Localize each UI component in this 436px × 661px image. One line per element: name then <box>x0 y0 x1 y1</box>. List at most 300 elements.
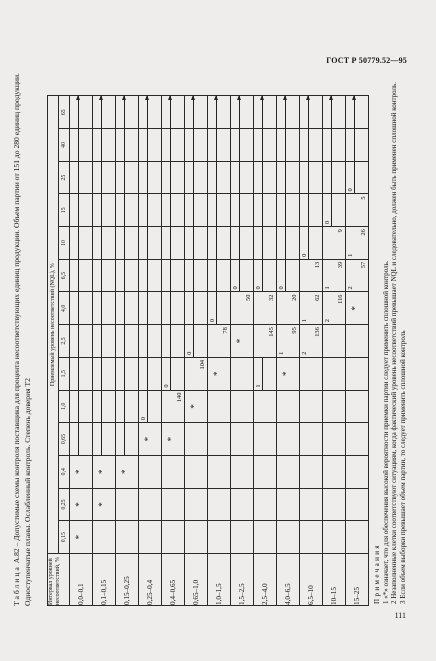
sample-size: 39 <box>337 261 344 269</box>
column-header: 40 <box>59 129 70 162</box>
acceptance-number: 0 <box>186 351 193 355</box>
acceptance-number: 0 <box>255 286 262 290</box>
table-cell <box>346 292 369 325</box>
table-cell <box>208 325 231 358</box>
table-cell <box>346 357 369 390</box>
table-cell <box>208 129 231 162</box>
arrow-mark <box>147 260 148 292</box>
arrow-mark <box>216 129 217 161</box>
full-inspection-mark: * <box>235 338 245 344</box>
row-header: Интервал уровней несоответствий, % <box>48 554 70 606</box>
table-cell <box>93 129 116 162</box>
table-row <box>254 96 277 606</box>
table-cell <box>254 96 277 129</box>
arrow-mark <box>331 129 332 161</box>
arrow-mark <box>101 129 102 161</box>
table-cell <box>208 292 231 325</box>
table-cell <box>277 423 300 456</box>
table-cell <box>346 129 369 162</box>
table-cell <box>116 390 139 423</box>
table-cell <box>139 129 162 162</box>
sample-size: 145 <box>268 327 275 337</box>
table-cell <box>254 292 277 325</box>
table-cell <box>93 259 116 292</box>
table-cell <box>254 423 277 456</box>
arrow-mark <box>147 162 148 194</box>
table-cell <box>208 521 231 554</box>
table-cell <box>93 292 116 325</box>
table-cell <box>277 488 300 521</box>
arrow-mark <box>78 96 79 128</box>
table-cell <box>323 292 346 325</box>
arrow-mark <box>193 129 194 161</box>
acceptance-table <box>47 95 369 606</box>
arrow-mark <box>78 391 79 423</box>
table-cell <box>70 521 93 554</box>
full-inspection-mark: * <box>189 404 199 409</box>
full-inspection-mark: * <box>74 534 84 540</box>
table-cell <box>185 357 208 390</box>
table-row <box>162 96 185 606</box>
table-cell <box>277 357 300 390</box>
table-cell <box>323 194 346 227</box>
arrow-mark <box>124 227 125 259</box>
table-cell <box>231 390 254 423</box>
column-header: 0,4 <box>59 455 70 488</box>
table-cell <box>323 488 346 521</box>
table-cell <box>139 325 162 358</box>
page-header: ГОСТ Р 50779.52—95 <box>326 56 407 65</box>
sample-size: 62 <box>314 294 321 301</box>
arrow-mark <box>101 293 102 325</box>
table-cell <box>346 259 369 292</box>
table-cell <box>254 455 277 488</box>
acceptance-number: 0 <box>232 286 239 290</box>
arrow-mark <box>331 96 332 128</box>
table-cell <box>162 194 185 227</box>
table-cell <box>300 455 323 488</box>
table-cell <box>93 325 116 358</box>
arrow-mark <box>331 162 332 194</box>
full-inspection-mark: * <box>97 469 107 475</box>
arrow-mark <box>78 358 79 390</box>
table-cell <box>277 96 300 129</box>
table-cell <box>116 455 139 488</box>
acceptance-number: 0 <box>278 286 285 290</box>
table-cell <box>231 227 254 260</box>
arrow-mark <box>78 293 79 325</box>
column-header: 65 <box>59 96 70 129</box>
table-cell <box>277 390 300 423</box>
sample-size: 116 <box>337 294 344 304</box>
acceptance-number: 1 <box>255 384 262 388</box>
table-cell <box>208 259 231 292</box>
arrow-mark <box>124 194 125 226</box>
table-cell <box>116 521 139 554</box>
acceptance-number: 2 <box>324 318 331 323</box>
arrow-mark <box>354 162 355 194</box>
acceptance-number: 0 <box>301 253 308 257</box>
arrow-mark <box>285 162 286 194</box>
arrow-mark <box>124 260 125 292</box>
table-cell <box>346 96 369 129</box>
table-cell <box>323 325 346 358</box>
arrow-mark <box>354 96 355 128</box>
table-row <box>185 96 208 606</box>
column-header: 2,5 <box>59 325 70 358</box>
acceptance-number: 1 <box>347 253 354 257</box>
arrow-mark <box>239 260 240 292</box>
table-cell <box>70 423 93 456</box>
arrow-mark <box>101 162 102 194</box>
arrow-mark <box>216 96 217 128</box>
column-header: 6,5 <box>59 259 70 292</box>
table-cell <box>116 292 139 325</box>
arrow-mark <box>285 194 286 226</box>
row-label: 0,15–0,25 <box>116 554 139 606</box>
row-label: 0,4–0,65 <box>162 554 185 606</box>
arrow-mark <box>308 96 309 128</box>
table-cell <box>139 390 162 423</box>
table-cell <box>185 488 208 521</box>
table-cell <box>346 227 369 260</box>
table-cell <box>116 259 139 292</box>
table-cell <box>116 357 139 390</box>
table-cell <box>139 96 162 129</box>
arrow-mark <box>262 358 263 390</box>
table-cell <box>346 521 369 554</box>
table-cell <box>208 227 231 260</box>
note-3: 3 Если объем выборки превышает объем партии, то следует применить сплошной контроль <box>398 330 407 604</box>
table-cell <box>116 194 139 227</box>
table-row <box>300 96 323 606</box>
table-row <box>70 96 93 606</box>
table-cell <box>93 390 116 423</box>
row-label: 0,25–0,4 <box>139 554 162 606</box>
table-cell <box>185 96 208 129</box>
arrow-mark <box>216 260 217 292</box>
note-1: 1 «*» означает, что для обеспечения высокой вероятности приемки партии следует применить сплошной контроль. <box>381 260 390 604</box>
arrow-mark <box>147 293 148 325</box>
table-cell <box>116 423 139 456</box>
full-inspection-mark: * <box>74 502 84 507</box>
table-cell <box>185 521 208 554</box>
arrow-mark <box>239 162 240 194</box>
arrow-mark <box>101 325 102 357</box>
table-cell <box>208 194 231 227</box>
table-cell <box>139 455 162 488</box>
table-cell <box>162 521 185 554</box>
table-cell <box>93 488 116 521</box>
table-cell <box>185 390 208 423</box>
table-cell <box>139 194 162 227</box>
table-cell <box>254 325 277 358</box>
table-cell <box>93 357 116 390</box>
table-cell <box>254 488 277 521</box>
table-cell <box>277 227 300 260</box>
table-cell <box>300 259 323 292</box>
arrow-mark <box>308 194 309 226</box>
arrow-mark <box>170 129 171 161</box>
table-cell <box>70 292 93 325</box>
acceptance-number: 0 <box>163 384 170 388</box>
arrow-mark <box>193 162 194 194</box>
table-cell <box>323 423 346 456</box>
arrow-mark <box>78 162 79 194</box>
arrow-mark <box>170 194 171 226</box>
table-cell <box>185 129 208 162</box>
table-cell <box>139 292 162 325</box>
table-row <box>139 96 162 606</box>
row-label: 15–25 <box>346 554 369 606</box>
table-cell <box>277 325 300 358</box>
table-cell <box>208 455 231 488</box>
notes <box>373 72 407 604</box>
arrow-mark <box>239 227 240 259</box>
table-cell <box>254 259 277 292</box>
table-cell <box>116 161 139 194</box>
arrow-mark <box>124 96 125 128</box>
table-caption <box>12 72 47 606</box>
arrow-mark <box>216 293 217 325</box>
table-cell <box>162 455 185 488</box>
table-cell <box>300 357 323 390</box>
acceptance-number: 0 <box>324 220 331 225</box>
arrow-mark <box>124 391 125 423</box>
arrow-mark <box>193 96 194 128</box>
full-inspection-mark: * <box>120 469 130 475</box>
table-cell <box>346 455 369 488</box>
full-inspection-mark: * <box>350 306 360 311</box>
arrow-mark <box>78 129 79 161</box>
full-inspection-mark: * <box>281 371 291 376</box>
table-cell <box>139 259 162 292</box>
arrow-mark <box>285 129 286 161</box>
row-label: 1,0–1,5 <box>208 554 231 606</box>
acceptance-number: 2 <box>301 351 308 355</box>
arrow-mark <box>147 96 148 128</box>
table-cell <box>116 488 139 521</box>
full-inspection-mark: * <box>212 371 222 376</box>
arrow-mark <box>308 162 309 194</box>
table-row <box>323 96 346 606</box>
arrow-mark <box>285 227 286 259</box>
table-cell <box>277 455 300 488</box>
table-cell <box>231 161 254 194</box>
table-cell <box>231 455 254 488</box>
table-cell <box>70 357 93 390</box>
arrow-mark <box>101 96 102 128</box>
table-cell <box>231 488 254 521</box>
arrow-mark <box>147 391 148 423</box>
column-header: 0,25 <box>59 488 70 521</box>
arrow-mark <box>308 227 309 259</box>
table-cell <box>162 390 185 423</box>
sample-size: 104 <box>199 359 206 370</box>
table-cell <box>231 194 254 227</box>
table-cell <box>70 325 93 358</box>
table-cell <box>323 96 346 129</box>
table-cell <box>70 129 93 162</box>
arrow-mark <box>262 129 263 161</box>
table-cell <box>231 96 254 129</box>
sample-size: 9 <box>337 229 344 233</box>
table-cell <box>346 390 369 423</box>
table-cell <box>93 455 116 488</box>
sample-size: 26 <box>360 229 367 236</box>
acceptance-number: 1 <box>278 351 285 355</box>
table-cell <box>346 423 369 456</box>
table-cell <box>300 423 323 456</box>
arrow-mark <box>124 423 125 455</box>
row-label: 10–15 <box>323 554 346 606</box>
table-cell <box>185 423 208 456</box>
table-cell <box>323 259 346 292</box>
table-row <box>346 96 369 606</box>
table-cell <box>70 455 93 488</box>
table-cell <box>300 161 323 194</box>
arrow-mark <box>124 129 125 161</box>
table-cell <box>185 325 208 358</box>
table-cell <box>162 488 185 521</box>
table-cell <box>231 521 254 554</box>
table-cell <box>70 194 93 227</box>
column-header: 10 <box>59 227 70 260</box>
full-inspection-mark: * <box>97 502 107 507</box>
table-cell <box>300 325 323 358</box>
table-cell <box>185 292 208 325</box>
page-number: 111 <box>394 611 406 620</box>
arrow-mark <box>239 129 240 161</box>
sample-size: 32 <box>268 294 275 301</box>
table-cell <box>254 357 277 390</box>
arrow-mark <box>193 325 194 357</box>
table-cell <box>208 390 231 423</box>
table-cell <box>162 161 185 194</box>
arrow-mark <box>170 227 171 259</box>
table-cell <box>346 161 369 194</box>
arrow-mark <box>170 96 171 128</box>
table-cell <box>93 227 116 260</box>
arrow-mark <box>78 227 79 259</box>
table-cell <box>162 325 185 358</box>
table-cell <box>254 521 277 554</box>
row-label: 0,0–0,1 <box>70 554 93 606</box>
table-row <box>231 96 254 606</box>
table-cell <box>254 390 277 423</box>
arrow-mark <box>354 129 355 161</box>
arrow-mark <box>216 227 217 259</box>
full-inspection-mark: * <box>143 436 153 442</box>
arrow-mark <box>193 260 194 292</box>
table-cell <box>139 488 162 521</box>
arrow-mark <box>78 260 79 292</box>
arrow-mark <box>101 423 102 455</box>
acceptance-number: 1 <box>301 318 308 323</box>
arrow-mark <box>193 293 194 325</box>
table-cell <box>300 292 323 325</box>
arrow-mark <box>308 129 309 161</box>
arrow-mark <box>193 194 194 226</box>
table-cell <box>231 423 254 456</box>
table-cell <box>323 227 346 260</box>
sample-size: 95 <box>291 327 298 334</box>
table-cell <box>254 194 277 227</box>
sample-size: 140 <box>176 392 183 403</box>
arrow-mark <box>147 358 148 390</box>
table-cell <box>208 488 231 521</box>
table-cell <box>277 129 300 162</box>
table-cell <box>277 259 300 292</box>
arrow-mark <box>101 227 102 259</box>
table-row <box>208 96 231 606</box>
table-cell <box>185 455 208 488</box>
column-header: 25 <box>59 161 70 194</box>
arrow-mark <box>262 96 263 128</box>
arrow-mark <box>239 194 240 226</box>
table-cell <box>277 161 300 194</box>
arrow-mark <box>124 325 125 357</box>
table-cell <box>323 390 346 423</box>
table-cell <box>254 129 277 162</box>
table-cell <box>116 325 139 358</box>
table-cell <box>231 129 254 162</box>
arrow-mark <box>170 325 171 357</box>
row-label: 4,0–6,5 <box>277 554 300 606</box>
row-label: 1,5–2,5 <box>231 554 254 606</box>
table-cell <box>208 161 231 194</box>
table-row <box>277 96 300 606</box>
arrow-mark <box>170 162 171 194</box>
arrow-mark <box>124 162 125 194</box>
table-cell <box>300 194 323 227</box>
row-label: 0,65–1,0 <box>185 554 208 606</box>
table-cell <box>346 325 369 358</box>
arrow-mark <box>285 260 286 292</box>
rotated-table-block <box>12 72 426 612</box>
table-cell <box>162 129 185 162</box>
table-cell <box>162 423 185 456</box>
acceptance-number: 0 <box>140 417 147 421</box>
table-cell <box>70 227 93 260</box>
table-cell <box>70 161 93 194</box>
notes-heading: Примечания <box>373 542 381 604</box>
table-cell <box>162 259 185 292</box>
note-2: 2 Незаполненные клетки соответствуют ситуациям, когда фактический уровень несоответствий превышает NQL и следовательно, должен быть применен сплошной контроль. <box>390 82 399 604</box>
table-cell <box>300 227 323 260</box>
caption-label: Таблица <box>12 565 21 606</box>
arrow-mark <box>331 194 332 226</box>
table-cell <box>139 161 162 194</box>
table-cell <box>254 161 277 194</box>
table-cell <box>185 194 208 227</box>
table-cell <box>70 259 93 292</box>
table-cell <box>277 521 300 554</box>
column-header: 0,65 <box>59 423 70 456</box>
table-cell <box>162 227 185 260</box>
acceptance-number: 0 <box>347 188 354 192</box>
table-cell <box>93 161 116 194</box>
arrow-mark <box>101 391 102 423</box>
arrow-mark <box>262 260 263 292</box>
arrow-mark <box>170 293 171 325</box>
arrow-mark <box>216 194 217 226</box>
table-cell <box>93 423 116 456</box>
table-cell <box>70 390 93 423</box>
table-cell <box>323 129 346 162</box>
arrow-mark <box>147 325 148 357</box>
table-cell <box>208 423 231 456</box>
